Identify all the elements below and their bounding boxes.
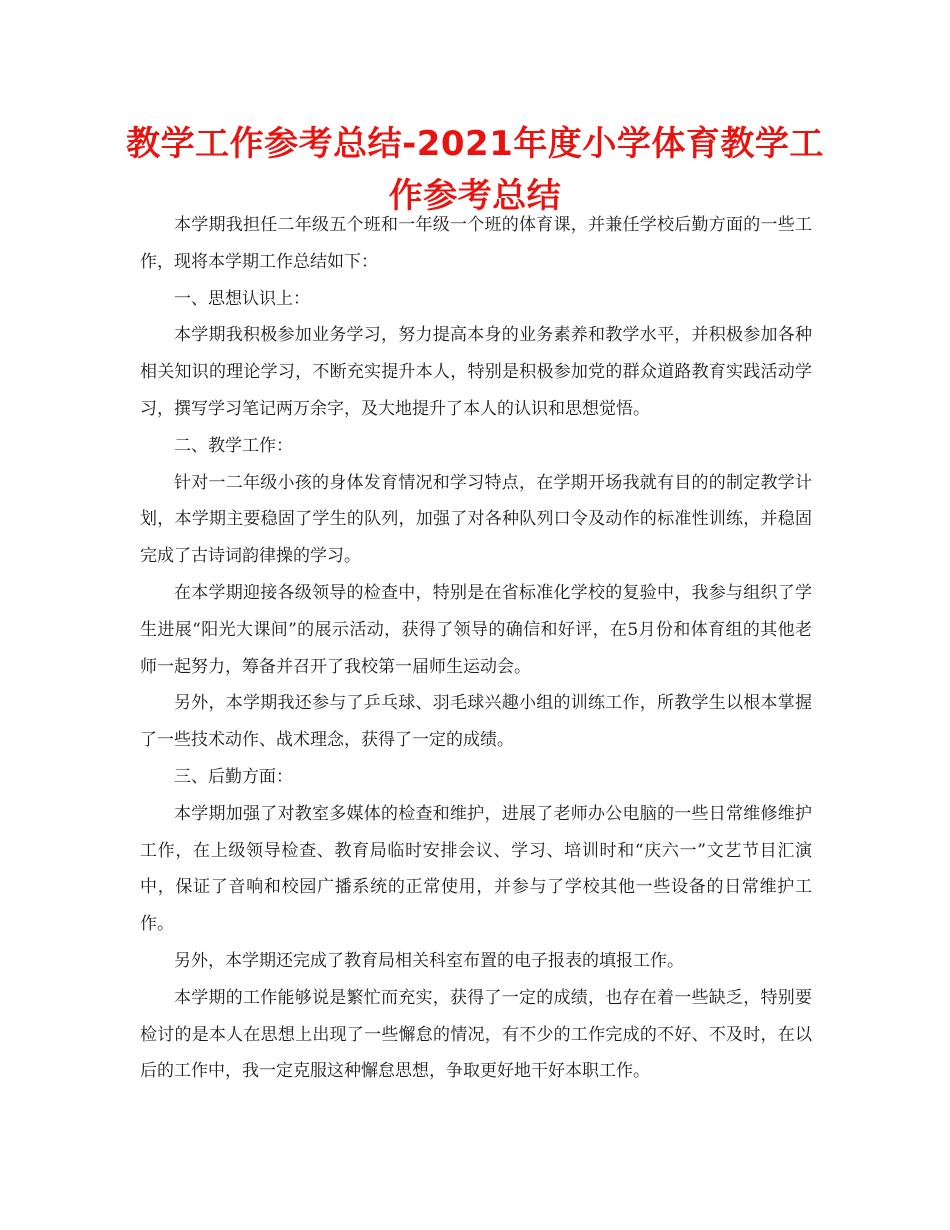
paragraph-teaching-inspection: 在本学期迎接各级领导的检查中，特别是在省标准化学校的复验中，我参与组织了学生进展“阳光大课间”的展示活动，获得了领导的确信和好评，在5月份和体育组的其他老师一起努力，筹备并召开了我校第一届师生运动会。 (140, 582, 812, 677)
paragraph-teaching-plan: 针对一二年级小孩的身体发育情况和学习特点，在学期开场我就有目的的制定教学计划，本学期主要稳固了学生的队列，加强了对各种队列口令及动作的标准性训练，并稳固完成了古诗词韵律操的学习。 (140, 472, 812, 567)
paragraph-intro: 本学期我担任二年级五个班和一年级一个班的体育课，并兼任学校后勤方面的一些工作，现将本学期工作总结如下： (140, 215, 812, 272)
section-heading-logistics: 三、后勤方面： (174, 766, 293, 787)
document-title: 教学工作参考总结-2021年度小学体育教学工作参考总结 (126, 124, 824, 216)
paragraph-ideology: 本学期我积极参加业务学习，努力提高本身的业务素养和教学水平，并积极参加各种相关知识的理论学习，不断充实提升本人，特别是积极参加党的群众道路教育实践活动学习，撰写学习笔记两万余字，及大地提升了本人的认识和思想觉悟。 (140, 325, 812, 419)
section-heading-ideology: 一、思想认识上： (174, 288, 310, 309)
paragraph-conclusion: 本学期的工作能够说是繁忙而充实，获得了一定的成绩，也存在着一些缺乏，特别要检讨的是本人在思想上出现了一些懈怠的情况，有不少的工作完成的不好、不及时，在以后的工作中，我一定克服这种懈怠思想，争取更好地干好本职工作。 (140, 987, 812, 1082)
paragraph-logistics-reports: 另外，本学期还完成了教育局相关科室布置的电子报表的填报工作。 (174, 950, 684, 971)
paragraph-logistics-maintenance: 本学期加强了对教室多媒体的检查和维护，进展了老师办公电脑的一些日常维修维护工作，在上级领导检查、教育局临时安排会议、学习、培训时和“庆六一”文艺节目汇演中，保证了音响和校园广播系统的正常使用，并参与了学校其他一些设备的日常维护工作。 (140, 803, 812, 935)
paragraph-teaching-interest-groups: 另外，本学期我还参与了乒乓球、羽毛球兴趣小组的训练工作，所教学生以根本掌握了一些技术动作、战术理念，获得了一定的成绩。 (140, 693, 812, 751)
section-heading-teaching: 二、教学工作： (174, 435, 293, 456)
document-body (140, 207, 812, 1090)
